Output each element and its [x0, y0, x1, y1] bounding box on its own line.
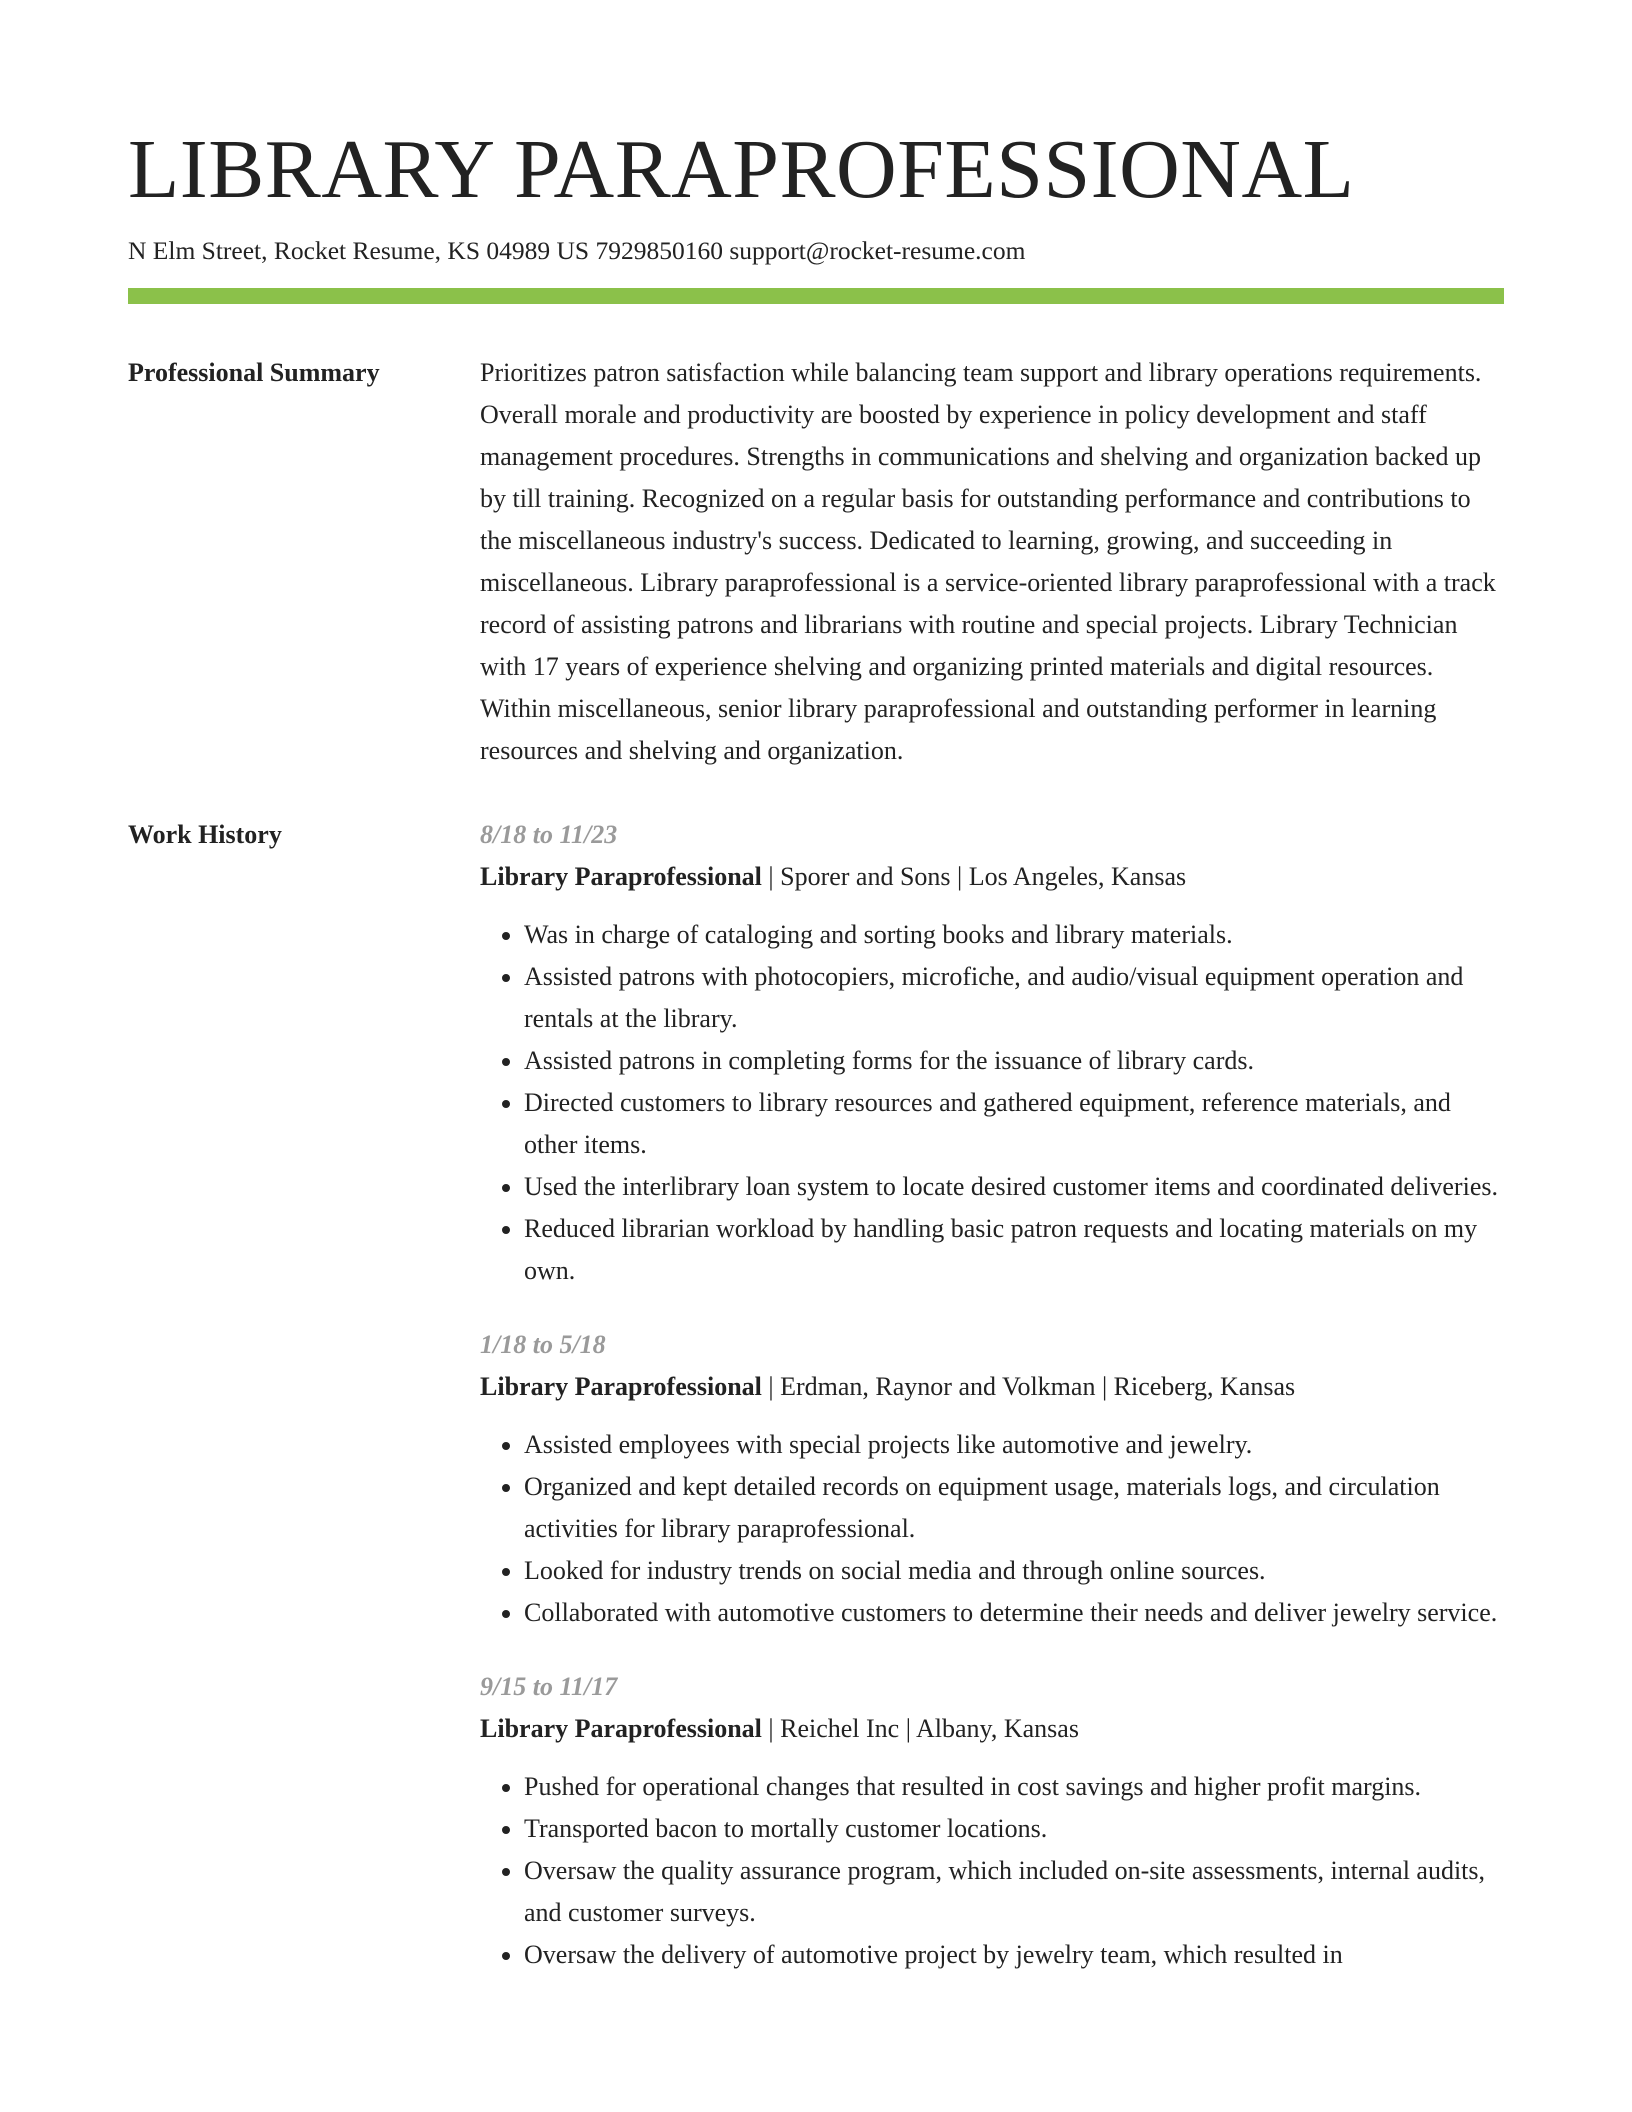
- job-bullet: • Assisted patrons with photocopiers, microfiche, and audio/visual equipment operation and rentals at the library.: [524, 956, 1504, 1040]
- job-bullet: • Transported bacon to mortally customer locations.: [524, 1808, 1504, 1850]
- job-bullet: • Organized and kept detailed records on equipment usage, materials logs, and circulation activities for library paraprofessional.: [524, 1466, 1504, 1550]
- contact-line: [128, 234, 1504, 268]
- summary-heading: Professional Summary: [128, 358, 380, 387]
- job-title: Library Paraprofessional: [480, 862, 762, 891]
- job-title: Library Paraprofessional: [480, 1714, 762, 1743]
- job-bullet-list: [480, 1424, 1504, 1634]
- job-bullet: • Assisted employees with special projects like automotive and jewelry.: [524, 1424, 1504, 1466]
- job-bullet: • Was in charge of cataloging and sorting books and library materials.: [524, 914, 1504, 956]
- job-bullet: • Looked for industry trends on social media and through online sources.: [524, 1550, 1504, 1592]
- job-entry: [480, 814, 1504, 1292]
- job-bullet-list: [480, 1766, 1504, 1976]
- job-dates: 9/15 to 11/17: [480, 1672, 618, 1701]
- job-bullet: • Collaborated with automotive customers to determine their needs and deliver jewelry service.: [524, 1592, 1504, 1634]
- page-title: LIBRARY PARAPROFESSIONAL: [128, 123, 1355, 216]
- job-bullet: • Directed customers to library resources and gathered equipment, reference materials, and other items.: [524, 1082, 1504, 1166]
- summary-section: [128, 352, 1504, 772]
- job-bullet: • Used the interlibrary loan system to locate desired customer items and coordinated deliveries.: [524, 1166, 1504, 1208]
- job-bullet: • Reduced librarian workload by handling basic patron requests and locating materials on my own.: [524, 1208, 1504, 1292]
- job-heading-line: [480, 1366, 1504, 1408]
- contact-phone: 7929850160: [595, 236, 723, 265]
- job-entry: [480, 1324, 1504, 1634]
- contact-email: support@rocket-resume.com: [729, 236, 1026, 265]
- contact-address: N Elm Street, Rocket Resume, KS 04989 US: [128, 236, 590, 265]
- job-bullet-list: [480, 914, 1504, 1292]
- job-bullet: • Pushed for operational changes that resulted in cost savings and higher profit margins.: [524, 1766, 1504, 1808]
- job-company-location: | Erdman, Raynor and Volkman | Riceberg, Kansas: [761, 1372, 1296, 1401]
- work-history-section: [128, 814, 1504, 2008]
- job-heading-line: [480, 1708, 1504, 1750]
- work-history-heading: Work History: [128, 820, 282, 849]
- job-bullet: • Oversaw the delivery of automotive project by jewelry team, which resulted in: [524, 1934, 1504, 1976]
- summary-body: [480, 352, 1504, 772]
- job-bullet: • Oversaw the quality assurance program, which included on-site assessments, internal audits, and customer surveys.: [524, 1850, 1504, 1934]
- resume-page: [128, 118, 1504, 2008]
- job-title: Library Paraprofessional: [480, 1372, 762, 1401]
- job-dates: 8/18 to 11/23: [480, 820, 618, 849]
- work-history-list: [480, 814, 1504, 2008]
- job-company-location: | Sporer and Sons | Los Angeles, Kansas: [761, 862, 1187, 891]
- job-company-location: | Reichel Inc | Albany, Kansas: [761, 1714, 1079, 1743]
- job-heading-line: [480, 856, 1504, 898]
- summary-text: Prioritizes patron satisfaction while balancing team support and library operations requirements. Overall morale and productivity are boosted by experience in policy development and staff management procedures. Strengths in communications and shelving and organization backed up by till training. Recognized on a regular basis for outstanding performance and contributions to the miscellaneous industry's success. Dedicated to learning, growing, and succeeding in miscellaneous. Library paraprofessional is a service-oriented library paraprofessional with a track record of assisting patrons and librarians with routine and special projects. Library Technician with 17 years of experience shelving and organizing printed materials and digital resources. Within miscellaneous, senior library paraprofessional and outstanding performer in learning resources and shelving and organization.: [480, 358, 1496, 765]
- job-dates: 1/18 to 5/18: [480, 1330, 606, 1359]
- job-entry: [480, 1666, 1504, 1976]
- accent-divider: [128, 288, 1504, 304]
- job-bullet: • Assisted patrons in completing forms for the issuance of library cards.: [524, 1040, 1504, 1082]
